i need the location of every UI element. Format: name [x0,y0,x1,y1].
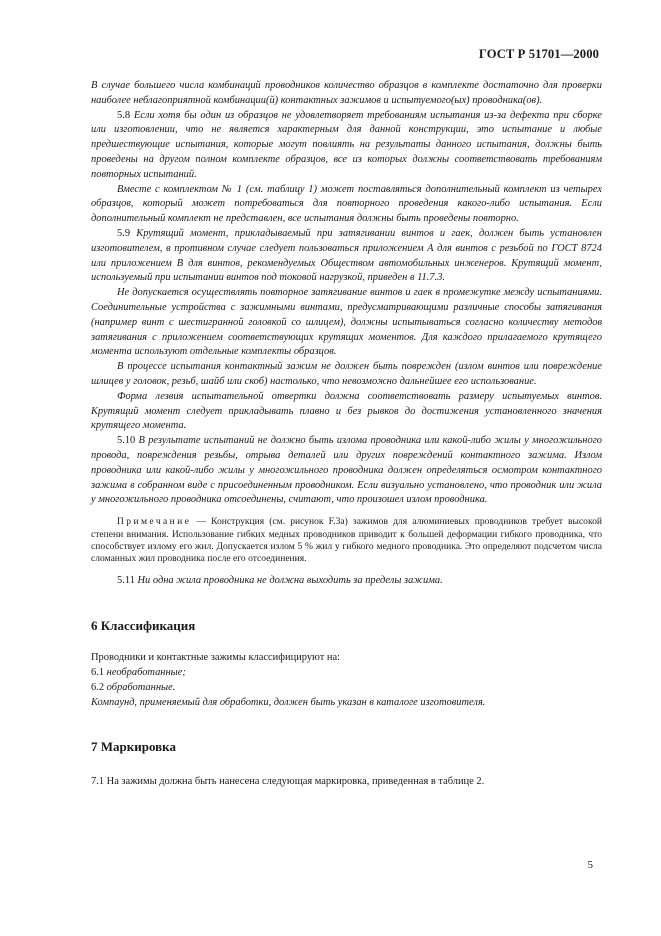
clause-number: 5.10 [117,435,136,447]
classification-item-untreated [91,666,602,681]
clause-5-9 [91,227,602,286]
classification-item-treated [91,681,602,696]
note-aluminium [91,516,602,566]
clause-7-1: 7.1 На зажимы должна быть нанесена следующая маркировка, приведенная в таблице 2. [91,776,485,788]
clause-text: Если хотя бы один из образцов не удовлетворяет требованиям испытания из-за дефекта при сборке или изготовлении, что не является характерным для данной конструкции, это испытание и любые предшествующие испытания, которые могут повлиять на результаты данного испытания, должны быть проведены на другом полном комплекте образцов, все из которых должны соответствовать требованиям повторных испытаний. [91,109,602,180]
section-6-heading: 6 Классификация [91,617,196,633]
clause-text: Ни одна жила проводника не должна выходить за пределы зажима. [137,574,443,586]
clause-number: 5.11 [117,574,135,586]
clause-number: 5.9 [117,227,131,239]
paragraph-sample-count: В случае большего числа комбинаций проводников количество образцов в комплекте достаточно для проверки наиболее неблагоприятной комбинации(й) контактных зажимов и испытуемого(ых) проводника(ов). [91,80,602,106]
item-text: необработанные; [106,667,186,679]
clause-text: В результате испытаний не должно быть излома проводника или какой-либо жилы у многожильного провода, повреждения резьбы, отрыва деталей или других повреждений контактного зажима. Излом проводника или какой-либо жилы у многожильного проводника должен определяться осмотром контактного зажима в собранном виде с присоединенным проводником. Если визуально установлено, что проводник или жила у многожильного проводника отсоединены, считают, что произошел излом проводника. [91,435,602,506]
paragraph-clamp-damage: В процессе испытания контактный зажим не должен быть поврежден (излом винтов или повреждение шлицев у головок, резьб, шайб или скоб) настолько, что невозможно дальнейшее его использование. [91,361,602,387]
item-number: 6.1 [91,667,105,679]
item-text: обработанные. [106,681,176,693]
document-body [91,79,602,790]
clause-text: Крутящий момент, прикладываемый при затягивании винтов и гаек, должен быть установлен изготовителем, в противном случае следует пользоваться приложением А для винтов с резьбой по ГОСТ 8724 или приложением В для винтов, рекомендуемых Обществом автомобильных инженеров. Крутящий момент, используемый при испытании винтов под токовой нагрузкой, приведен в 11.7.3. [91,227,602,284]
note-label: Примечание [117,516,192,528]
classification-intro: Проводники и контактные зажимы классифицируют на: [91,652,341,664]
section-7-heading: 7 Маркировка [91,738,176,754]
clause-5-11 [91,574,602,589]
paragraph-retightening: Не допускается осуществлять повторное затягивание винтов и гаек в промежутке между испытаниями. Соединительные устройства с зажимными винтами, предусматривающими различные способы затягивания (например винт с шестигранной головкой со шлицем), должны испытываться согласно количеству методов затягивания с приложением соответствующих крутящих моментов. Для каждого прилагаемого крутящего момента используют отдельные комплекты образцов. [91,287,602,358]
item-number: 6.2 [91,681,105,693]
paragraph-screwdriver: Форма лезвия испытательной отвертки должна соответствовать размеру испытуемых винтов. Крутящий момент следует прикладывать плавно и без рывков до достижения установленного значения крутящего момента. [91,390,602,432]
standard-code-header: ГОСТ Р 51701—2000 [478,47,599,61]
classification-compound-note: Компаунд, применяемый для обработки, должен быть указан в каталоге изготовителя. [91,696,486,708]
page-number: 5 [587,859,593,871]
clause-5-10 [91,434,602,508]
note-text: — Конструкция (см. рисунок F.3a) зажимов для алюминиевых проводников требует высокой степени внимания. Использование гибких медных проводников приводит к большей деформации гибкого проводника, что способствует излому его жил. Допускается излом 5 % жил у гибкого медного проводника. Это определяют подсчетом числа сломанных жил проводника после его отсоединения. [91,516,602,565]
paragraph-additional-set: Вместе с комплектом № 1 (см. таблицу 1) может поставляться дополнительный комплект из четырех образцов, который может потребоваться для повторного проведения какого-либо испытания. Если дополнительный комплект не представлен, все испытания должны быть проведены повторно. [91,183,602,225]
clause-number: 5.8 [117,109,131,121]
clause-5-8 [91,109,602,183]
